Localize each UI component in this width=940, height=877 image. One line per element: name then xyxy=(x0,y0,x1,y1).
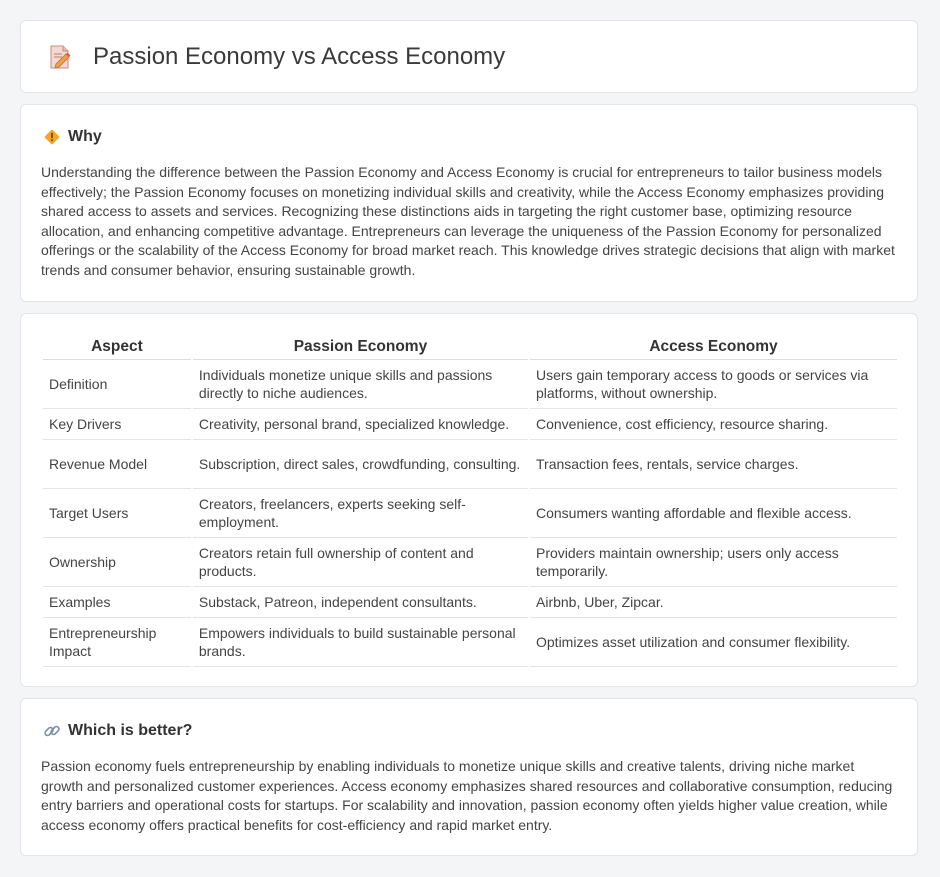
row-passion: Empowers individuals to build sustainable personal brands. xyxy=(193,618,528,667)
row-aspect: Examples xyxy=(43,587,191,618)
row-passion: Subscription, direct sales, crowdfunding, consulting. xyxy=(193,440,528,489)
row-access: Optimizes asset utilization and consumer flexibility. xyxy=(530,618,897,667)
link-icon xyxy=(43,722,61,740)
row-passion: Substack, Patreon, independent consultants. xyxy=(193,587,528,618)
row-aspect: Key Drivers xyxy=(43,409,191,440)
header-aspect: Aspect xyxy=(43,334,191,360)
why-title: Why xyxy=(68,128,102,145)
row-aspect: Ownership xyxy=(43,538,191,587)
row-aspect: Definition xyxy=(43,360,191,409)
header-passion-economy: Passion Economy xyxy=(193,334,528,360)
document-pencil-icon xyxy=(47,44,73,70)
row-access: Transaction fees, rentals, service charges. xyxy=(530,440,897,489)
row-access: Airbnb, Uber, Zipcar. xyxy=(530,587,897,618)
row-passion: Creators, freelancers, experts seeking self-employment. xyxy=(193,489,528,538)
table-row xyxy=(43,489,897,538)
table-header-row xyxy=(43,334,897,360)
row-passion: Creators retain full ownership of content and products. xyxy=(193,538,528,587)
row-passion: Individuals monetize unique skills and passions directly to niche audiences. xyxy=(193,360,528,409)
table-row xyxy=(43,409,897,440)
header-card xyxy=(20,20,918,93)
comparison-section xyxy=(20,313,918,687)
better-section xyxy=(20,698,918,856)
table-row xyxy=(43,618,897,667)
row-access: Providers maintain ownership; users only access temporarily. xyxy=(530,538,897,587)
better-body: Passion economy fuels entrepreneurship by enabling individuals to monetize unique skills and creative talents, driving niche market growth and personalized customer experiences. Access economy emphasizes shared resources and collaborative consumption, reducing entry barriers and operational costs for startups. For scalability and innovation, passion economy often yields higher value creation, while access economy offers practical benefits for cost-efficiency and rapid market entry. xyxy=(41,758,893,833)
table-row xyxy=(43,587,897,618)
page-title: Passion Economy vs Access Economy xyxy=(93,42,506,70)
table-row xyxy=(43,538,897,587)
better-title: Which is better? xyxy=(68,722,193,739)
diamond-warning-icon xyxy=(43,128,61,146)
row-aspect: Entrepreneurship Impact xyxy=(43,618,191,667)
why-body: Understanding the difference between the Passion Economy and Access Economy is crucial for entrepreneurs to tailor business models effectively; the Passion Economy focuses on monetizing individual skills and creativity, while the Access Economy emphasizes providing shared access to assets and services. Recognizing these distinctions aids in targeting the right customer base, optimizing resource allocation, and enhancing competitive advantage. Entrepreneurs can leverage the uniqueness of the Passion Economy for personalized offerings or the scalability of the Access Economy for broad market reach. This knowledge drives strategic decisions that align with market trends and consumer behavior, ensuring sustainable growth. xyxy=(41,164,895,278)
row-access: Consumers wanting affordable and flexible access. xyxy=(530,489,897,538)
row-access: Users gain temporary access to goods or services via platforms, without ownership. xyxy=(530,360,897,409)
row-access: Convenience, cost efficiency, resource sharing. xyxy=(530,409,897,440)
header-access-economy: Access Economy xyxy=(530,334,897,360)
row-passion: Creativity, personal brand, specialized knowledge. xyxy=(193,409,528,440)
table-row xyxy=(43,440,897,489)
comparison-table xyxy=(41,334,899,667)
row-aspect: Revenue Model xyxy=(43,440,191,489)
why-section xyxy=(20,104,918,302)
row-aspect: Target Users xyxy=(43,489,191,538)
table-row xyxy=(43,360,897,409)
